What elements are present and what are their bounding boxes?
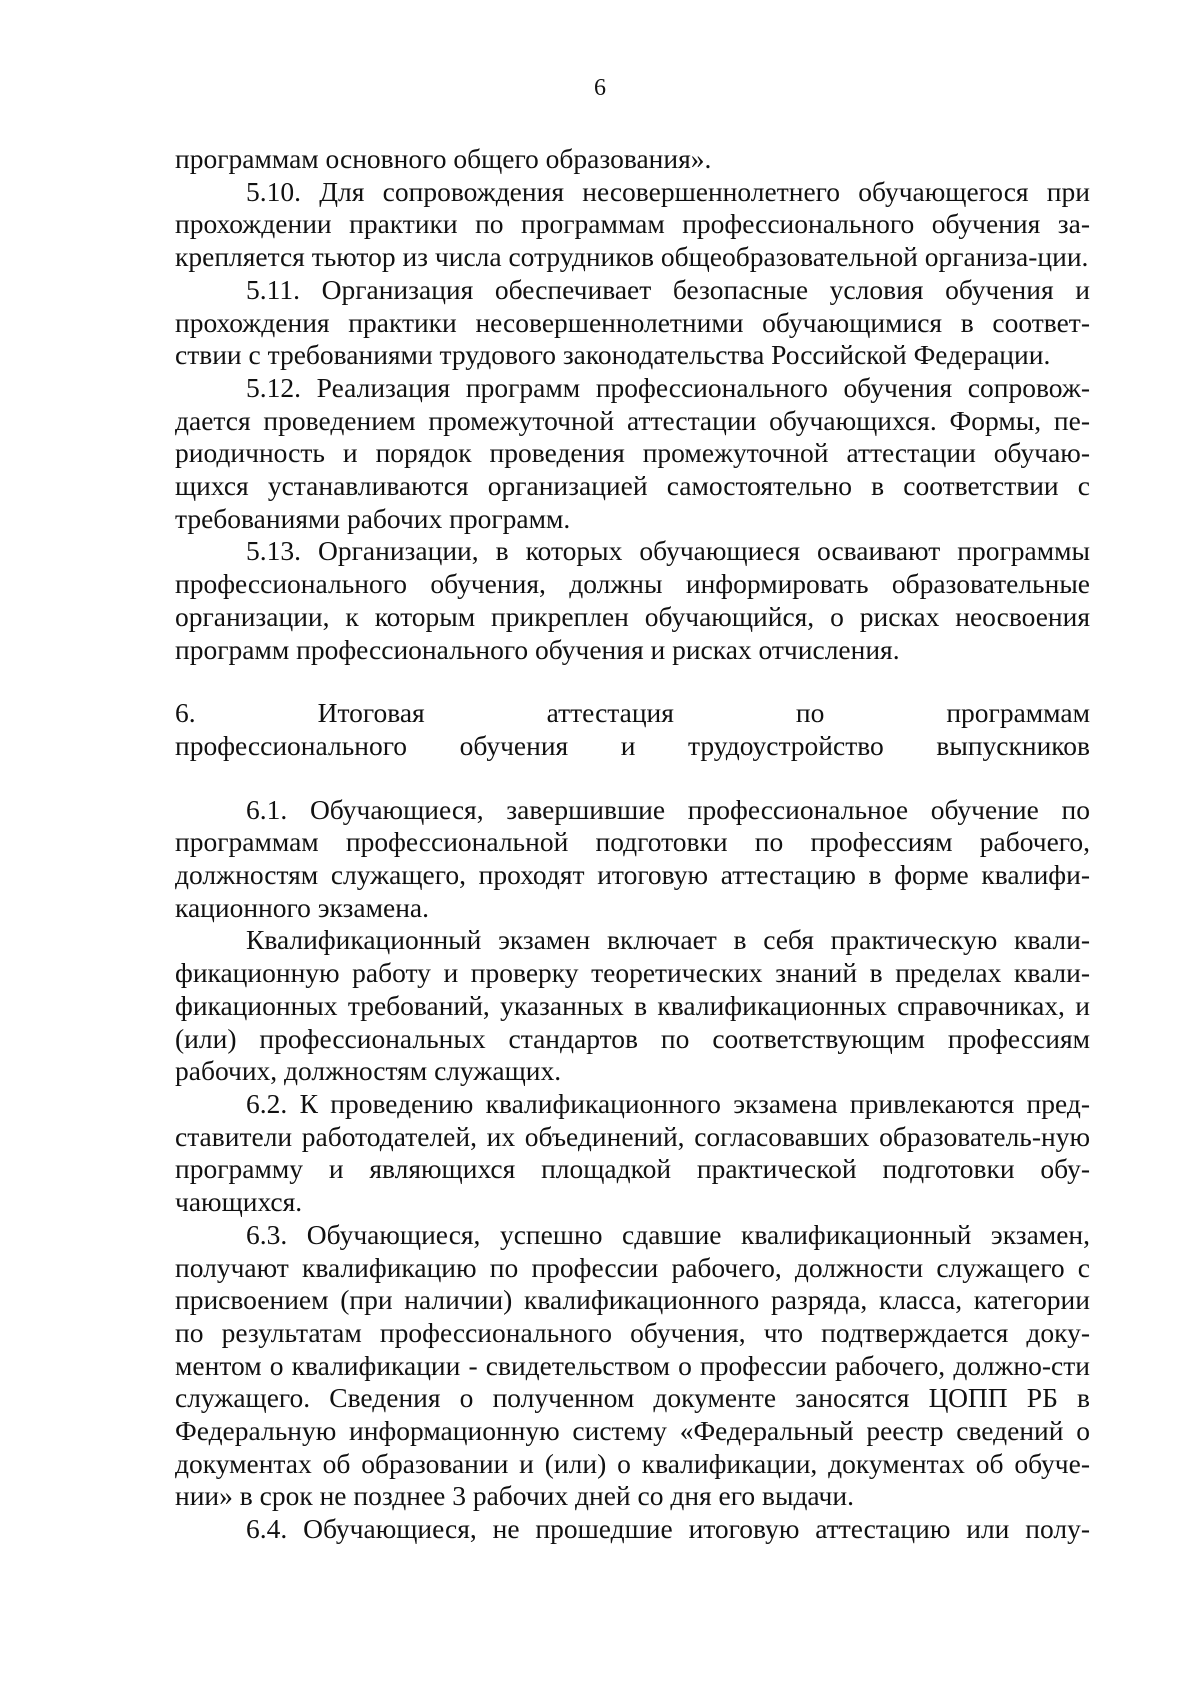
paragraph-5-12: 5.12. Реализация программ профессионального обучения сопровож-дается проведением промежуточной аттестации обучающихся. Формы, пе-риодичность и порядок проведения промежуточной аттестации обучаю-щихся устанавливаются организацией самостоятельно в соответствии с требованиями рабочих программ.: [175, 371, 1090, 534]
paragraph-6-1: 6.1. Обучающиеся, завершившие профессиональное обучение по программам профессиональной подготовки по профессиям рабочего, должностям служащего, проходят итоговую аттестацию в форме квалифи-кационного экзамена.: [175, 793, 1090, 923]
section-heading: [175, 697, 1090, 762]
section-heading-line-1: 6. Итоговая аттестация по программам: [175, 697, 1090, 729]
paragraph-6-4: 6.4. Обучающиеся, не прошедшие итоговую аттестацию или полу-: [246, 1513, 1090, 1545]
paragraph-5-10: 5.10. Для сопровождения несовершеннолетнего обучающегося при прохождении практики по программам профессионального обучения за-крепляется тьютор из числа сотрудников общеобразовательной организа-ции.: [175, 175, 1090, 273]
paragraph-continuation: программам основного общего образования».: [175, 143, 712, 174]
document-body: [175, 143, 1090, 1546]
section-heading-line-2: профессионального обучения и трудоустройство выпускников: [175, 729, 1090, 761]
paragraph-5-11: 5.11. Организация обеспечивает безопасные условия обучения и прохождения практики несовершеннолетними обучающимися в соответ-ствии с требованиями трудового законодательства Российской Федерации.: [175, 273, 1090, 371]
paragraph-5-13: 5.13. Организации, в которых обучающиеся осваивают программы профессионального обучения, должны информировать образовательные организации, к которым прикреплен обучающийся, о рисках неосвоения программ профессионального обучения и рисках отчисления.: [175, 535, 1090, 665]
paragraph-6-2: 6.2. К проведению квалификационного экзамена привлекаются пред-ставители работодателей, их объединений, согласовавших образователь-ную программу и являющихся площадкой практической подготовки обу-чающихся.: [175, 1087, 1090, 1218]
paragraph-exam-description: Квалификационный экзамен включает в себя практическую квали-фикационную работу и проверку теоретических знаний в пределах квали-фикационных требований, указанных в квалификационных справочниках, и (или) профессиональных стандартов по соответствующим профессиям рабочих, должностям служащих.: [175, 924, 1090, 1087]
paragraph-6-3: 6.3. Обучающиеся, успешно сдавшие квалификационный экзамен, получают квалификацию по профессии рабочего, должности служащего с присвоением (при наличии) квалификационного разряда, класса, категории по результатам профессионального обучения, что подтверждается доку-ментом о квалификации - свидетельством о профессии рабочего, должно-сти служащего. Сведения о полученном документе заносятся ЦОПП РБ в Федеральную информационную систему «Федеральный реестр сведений о документах об образовании и (или) о квалификации, документах об обуче-нии» в срок не позднее 3 рабочих дней со дня его выдачи.: [175, 1218, 1090, 1512]
page-number: 6: [594, 75, 606, 101]
